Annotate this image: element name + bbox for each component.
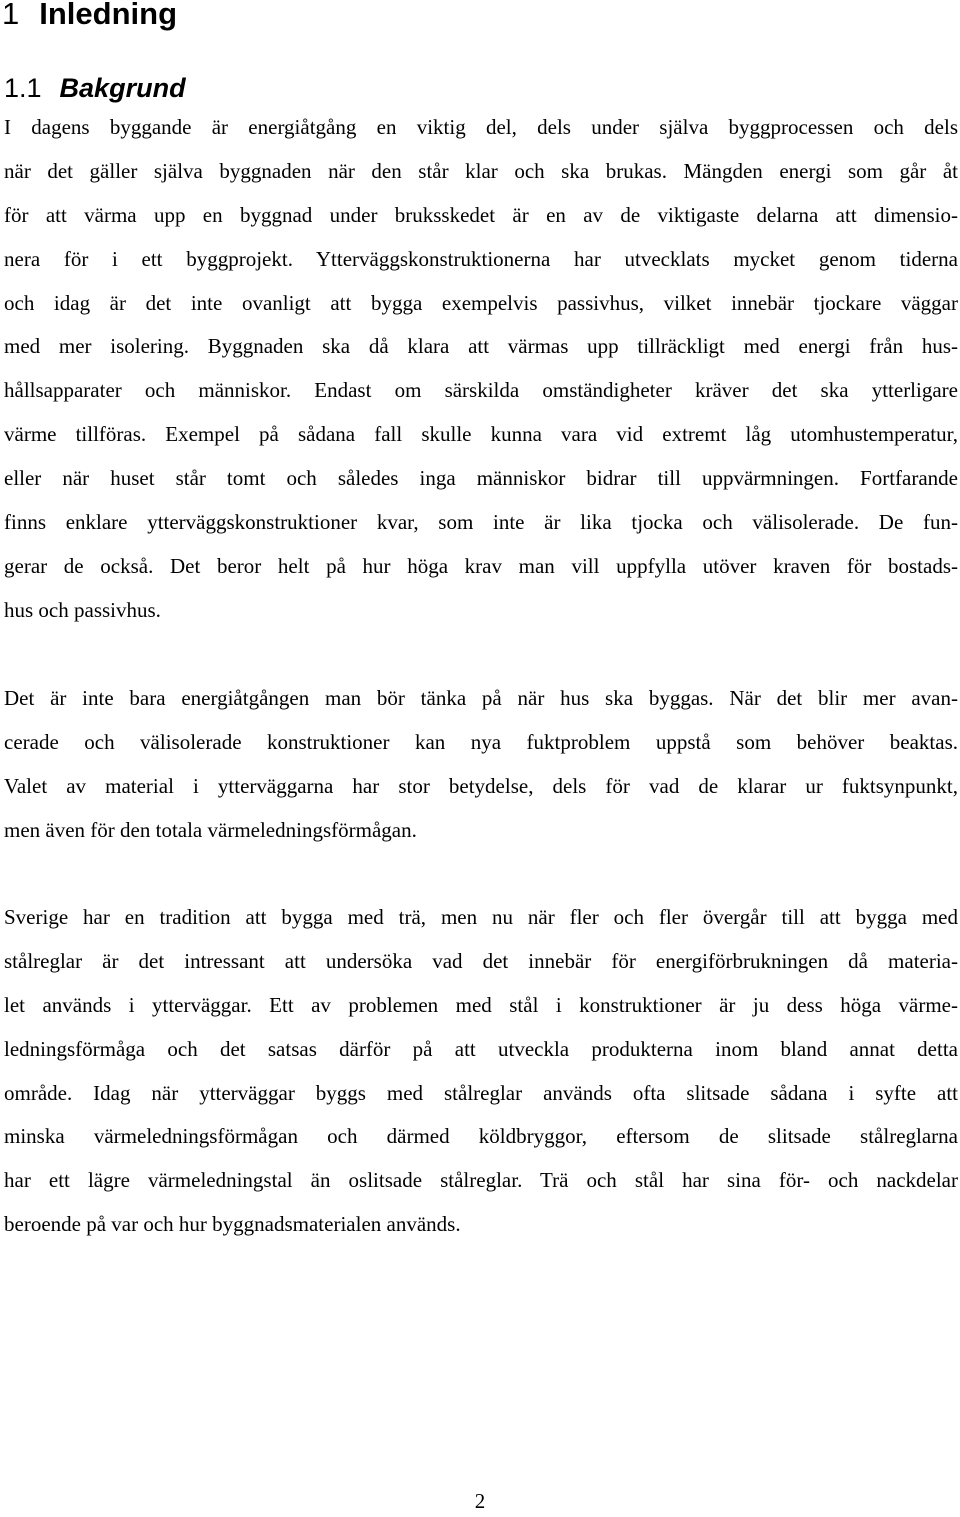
chapter-title: Inledning — [39, 0, 178, 31]
text-line: cerade och välisolerade konstruktioner kan nya fuktproblem uppstå som behöver beaktas. — [4, 729, 958, 754]
text-line: Sverige har en tradition att bygga med trä, men nu när fler och fler övergår till att bygga med — [4, 905, 958, 929]
text-line: minska värmeledningsförmågan och därmed köldbryggor, eftersom de slitsade stålreglarna — [4, 1124, 958, 1149]
paragraph — [4, 896, 958, 1247]
text-line: när det gäller själva byggnaden när den står klar och ska brukas. Mängden energi som går åt — [4, 158, 958, 183]
text-line: men även för den totala värmeledningsförmågan. — [4, 817, 417, 842]
section-title: Bakgrund — [59, 73, 186, 103]
text-line: eller när huset står tomt och således inga människor bidrar till uppvärmningen. Fortfarande — [4, 466, 958, 491]
chapter-heading — [2, 0, 177, 34]
text-line: för att värma upp en byggnad under bruksskedet är en av de viktigaste delarna att dimensio- — [4, 202, 958, 227]
paragraph — [4, 106, 958, 633]
text-line: område. Idag när ytterväggar byggs med stålreglar används ofta slitsade sådana i syfte att — [4, 1080, 958, 1105]
text-line: gerar de också. Det beror helt på hur höga krav man vill uppfylla utöver kraven för bostads- — [4, 553, 958, 578]
text-line: hus och passivhus. — [4, 597, 161, 622]
page-number: 2 — [474, 1489, 486, 1513]
section-number: 1.1 — [4, 73, 42, 103]
text-line: med mer isolering. Byggnaden ska då klara att värmas upp tillräckligt med energi från hus- — [4, 334, 958, 359]
paragraph — [4, 677, 958, 853]
text-line: Det är inte bara energiåtgången man bör tänka på när hus ska byggas. När det blir mer avan- — [4, 686, 958, 710]
text-line: stålreglar är det intressant att undersöka vad det innebär för energiförbrukningen då materia- — [4, 948, 958, 973]
text-line: finns enklare ytterväggskonstruktioner kvar, som inte är lika tjocka och välisolerade. De fun- — [4, 510, 958, 535]
text-line: har ett lägre värmeledningstal än oslitsade stålreglar. Trä och stål har sina för- och nackdelar — [4, 1168, 958, 1193]
text-line: Valet av material i ytterväggarna har stor betydelse, dels för vad de klarar ur fuktsynpunkt, — [4, 773, 958, 798]
text-line: hållsapparater och människor. Endast om särskilda omständigheter kräver det ska ytterligare — [4, 378, 958, 403]
text-line: värme tillföras. Exempel på sådana fall skulle kunna vara vid extremt låg utomhustemperatur, — [4, 422, 958, 447]
text-line: nera för i ett byggprojekt. Ytterväggskonstruktionerna har utvecklats mycket genom tiderna — [4, 246, 958, 271]
text-line: och idag är det inte ovanligt att bygga exempelvis passivhus, vilket innebär tjockare väggar — [4, 290, 958, 315]
text-line: let används i ytterväggar. Ett av problemen med stål i konstruktioner är ju dess höga värme- — [4, 992, 958, 1017]
text-line: I dagens byggande är energiåtgång en viktig del, dels under själva byggprocessen och dels — [4, 115, 958, 139]
text-line: ledningsförmåga och det satsas därför på att utveckla produkterna inom bland annat detta — [4, 1036, 958, 1061]
section-heading — [4, 68, 186, 108]
chapter-number: 1 — [2, 0, 20, 31]
text-line: beroende på var och hur byggnadsmaterialen används. — [4, 1212, 461, 1237]
